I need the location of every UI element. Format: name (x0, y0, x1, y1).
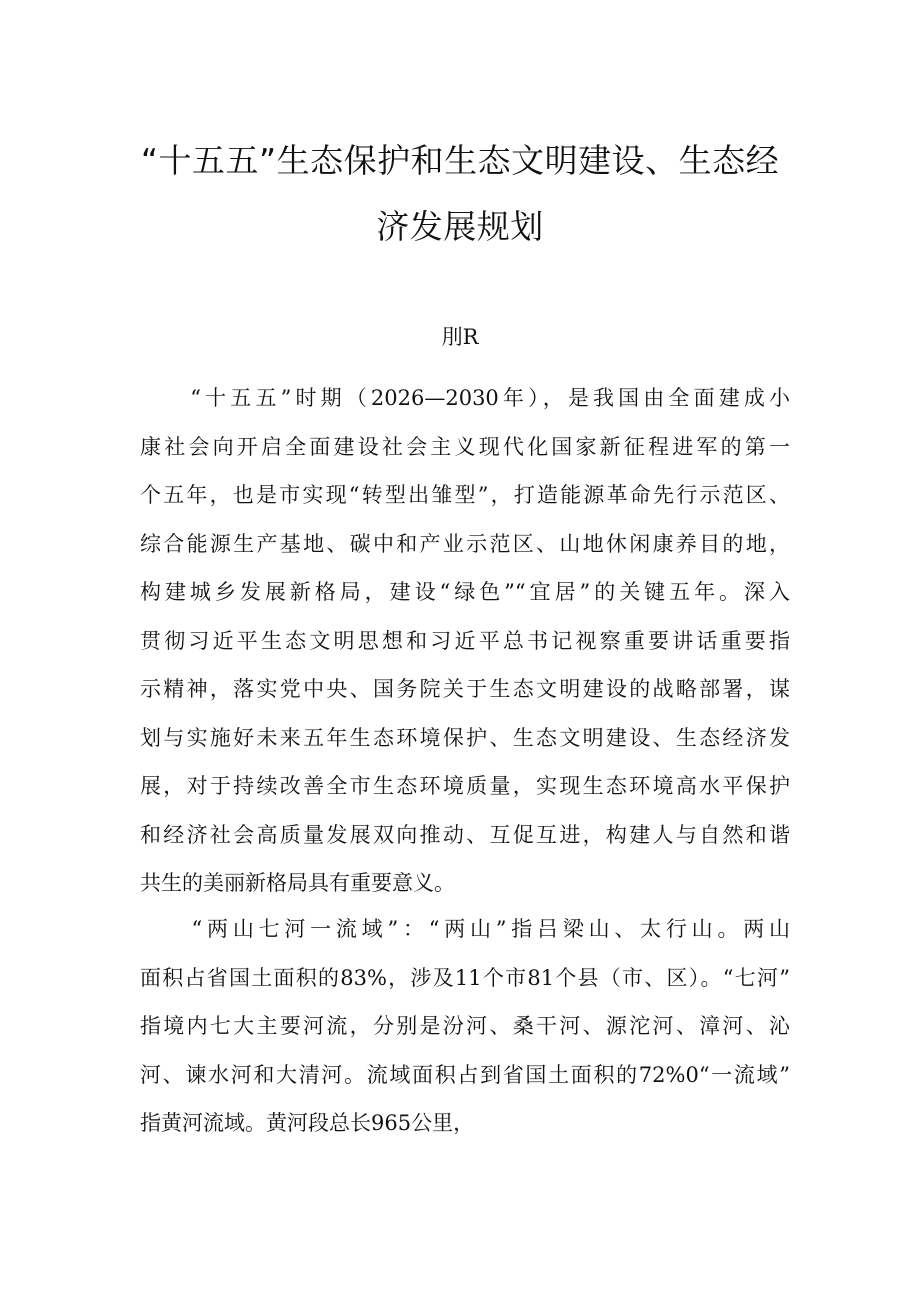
text-line: “两山七河一流域”：“两山”指吕梁山、太行山。两山 (140, 917, 790, 941)
preface-heading: 刖R (441, 325, 479, 349)
text-line: 综合能源生产基地、碳中和产业示范区、山地休闲康养目的地， (140, 531, 790, 556)
text-line: 康社会向开启全面建设社会主义现代化国家新征程进军的第一 (140, 434, 790, 459)
body-paragraph (140, 374, 790, 908)
text-line: 共生的美丽新格局具有重要意义。 (140, 871, 455, 895)
text-line: “十五五”时期（2026—2030年），是我国由全面建成小 (140, 386, 790, 410)
text-line: 划与实施好未来五年生态环境保护、生态文明建设、生态经济发 (140, 725, 790, 750)
text-line: 示精神，落实党中央、国务院关于生态文明建设的战略部署，谋 (140, 677, 790, 701)
document-title (120, 128, 800, 260)
text-line: 贯彻习近平生态文明思想和习近平总书记视察重要讲话重要指 (140, 628, 790, 653)
text-line: 指境内七大主要河流，分别是汾河、桑干河、源沱河、漳河、沁 (140, 1014, 790, 1038)
text-line: 河、谏水河和大清河。流域面积占到省国土面积的72%0“一流域” (140, 1062, 790, 1087)
title-line: 济发展规划 (376, 207, 544, 246)
body-paragraph (140, 905, 790, 1148)
text-line: 指黄河流域。黄河段总长965公里， (140, 1111, 475, 1135)
text-line: 展，对于持续改善全市生态环境质量，实现生态环境高水平保护 (140, 774, 790, 798)
text-line: 构建城乡发展新格局，建设“绿色”“宜居”的关键五年。深入 (140, 580, 790, 604)
text-line: 和经济社会高质量发展双向推动、互促互进，构建人与自然和谐 (140, 822, 790, 847)
text-line: 个五年，也是市实现“转型出雏型”，打造能源革命先行示范区、 (140, 483, 790, 507)
title-line: “十五五”生态保护和生态文明建设、生态经 (140, 141, 780, 180)
text-line: 面积占省国土面积的83%，涉及11个市81个县（市、区）。“七河” (140, 965, 790, 990)
